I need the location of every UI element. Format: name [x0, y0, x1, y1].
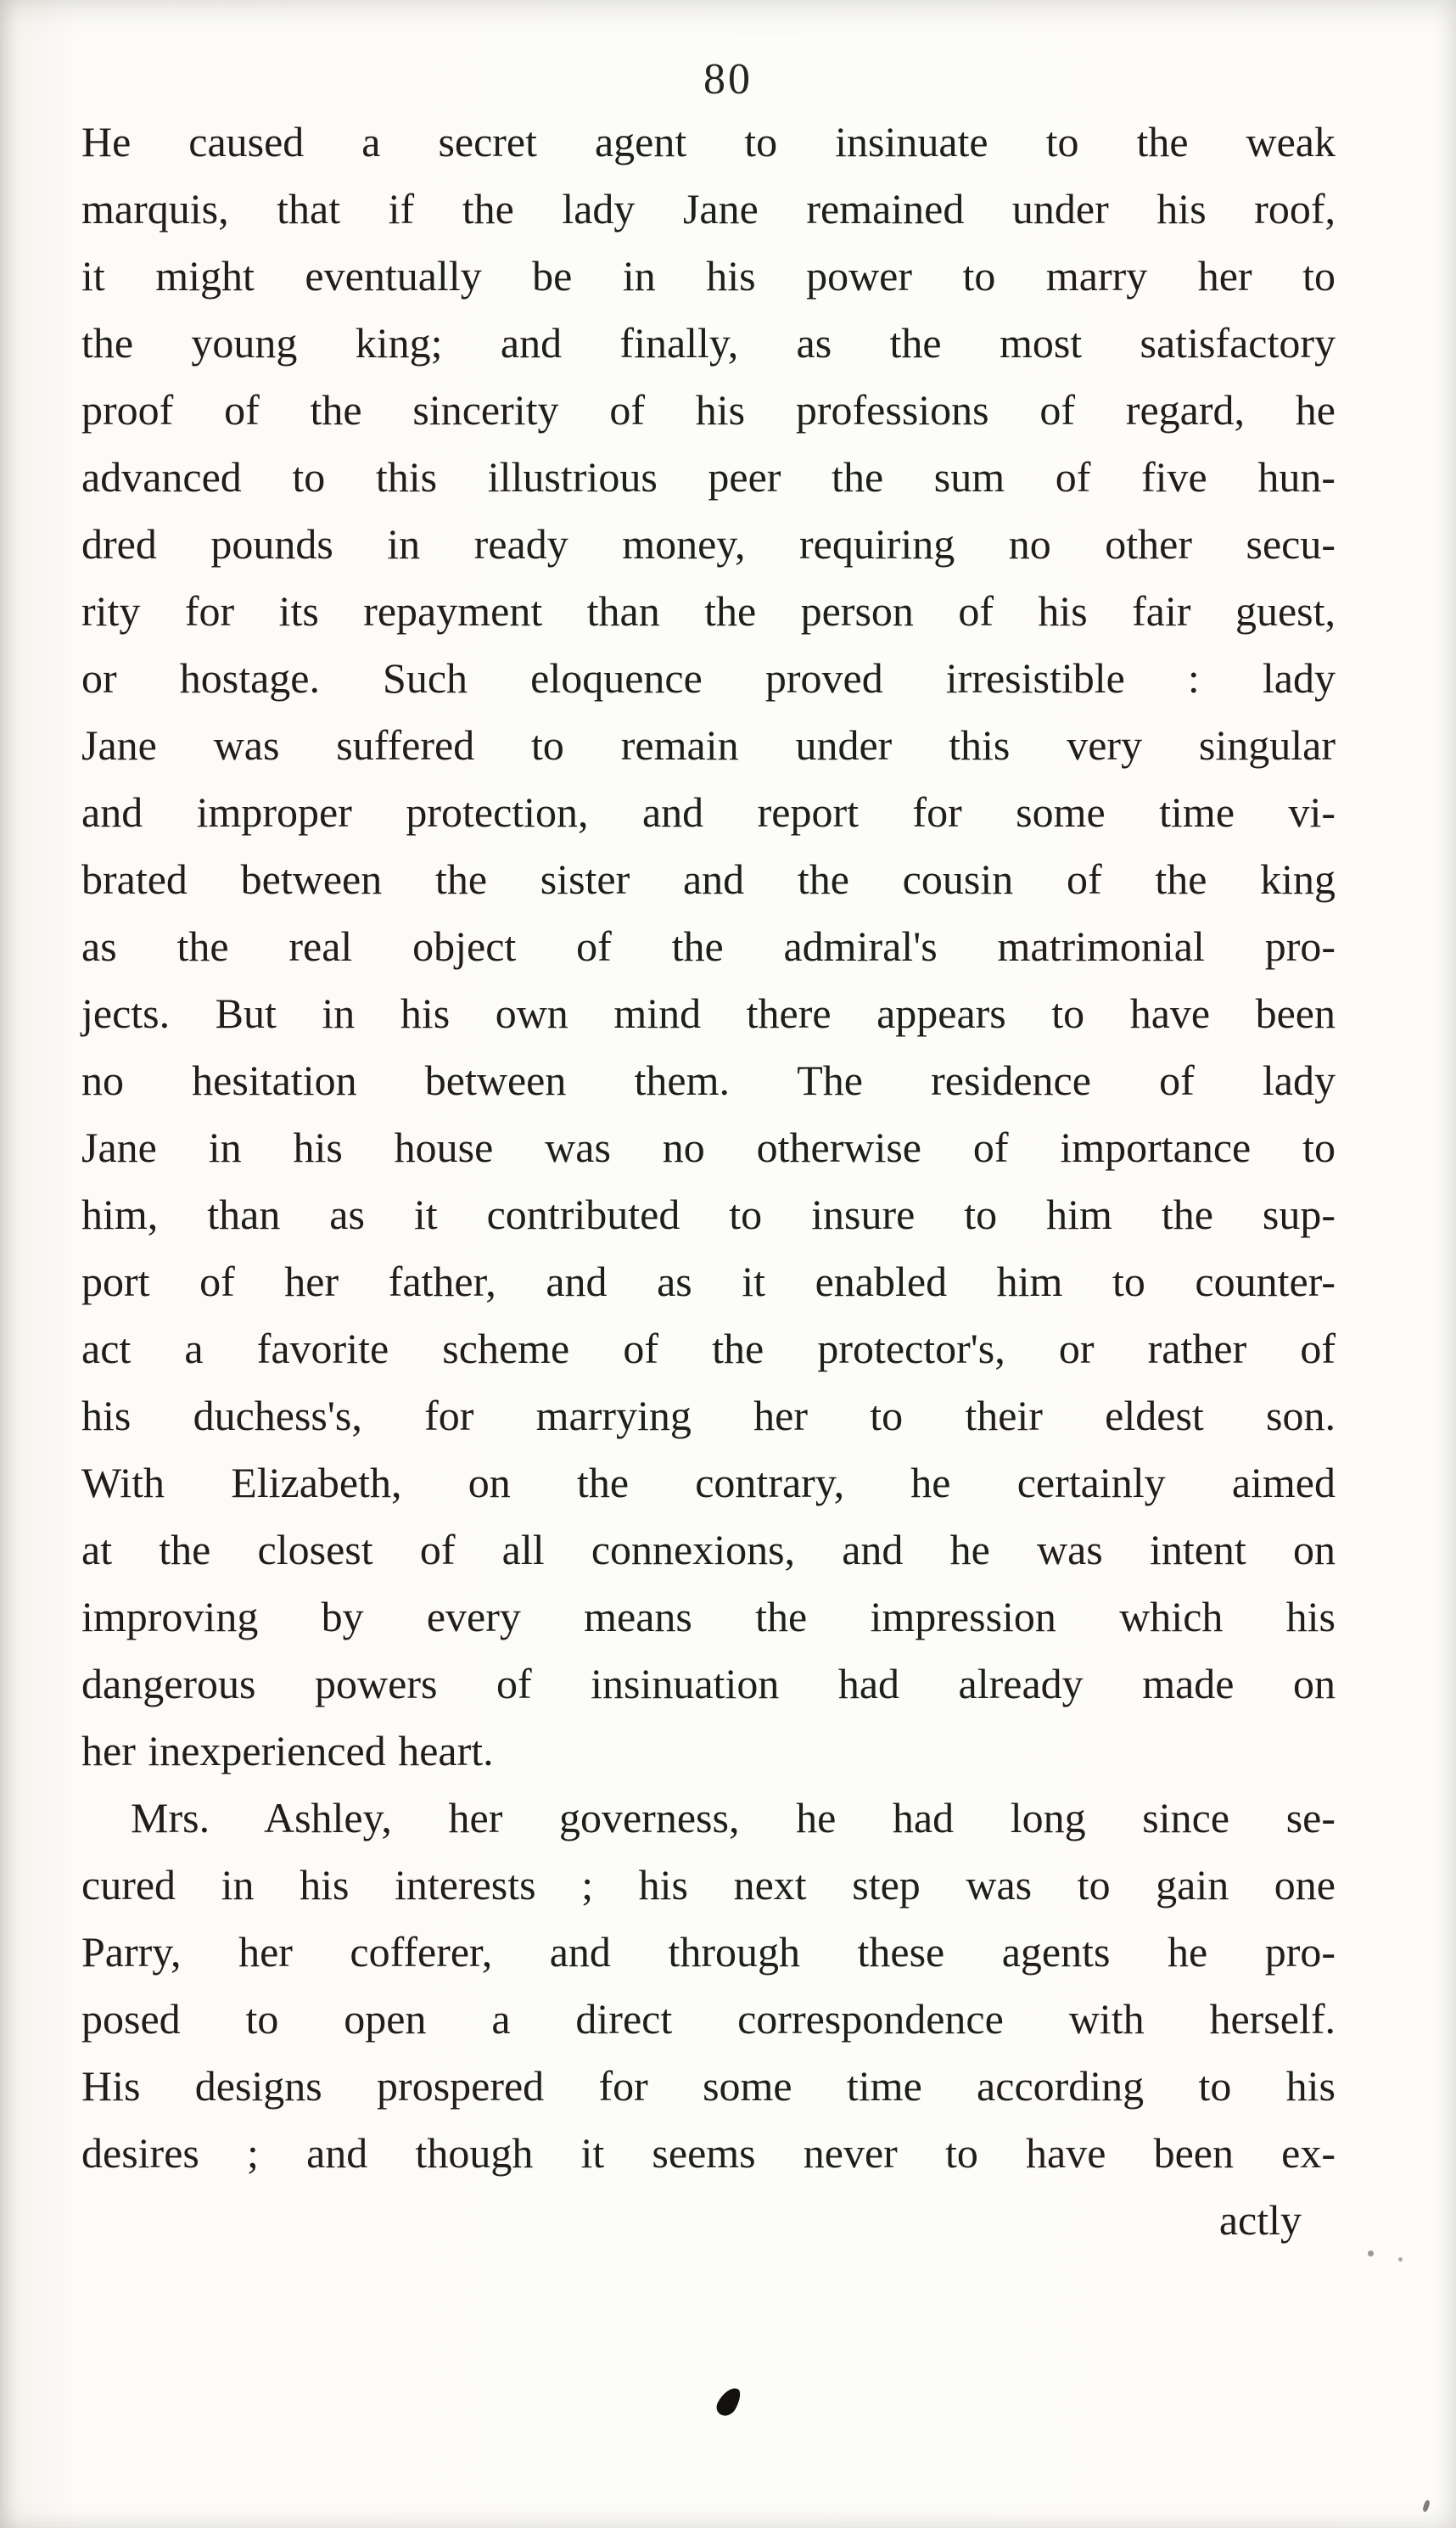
text-line: proof of the sincerity of his professions of regard, he	[81, 386, 1336, 434]
text-line: brated between the sister and the cousin of the king	[81, 855, 1336, 903]
ink-speck	[1422, 2499, 1431, 2512]
page-number: 80	[703, 55, 753, 104]
ink-speck	[1368, 2251, 1374, 2256]
text-line: improving by every means the impression which his	[81, 1593, 1336, 1640]
text-line: Parry, her cofferer, and through these agents he pro-	[81, 1928, 1336, 1976]
text-line: Jane in his house was no otherwise of importance to	[81, 1124, 1336, 1171]
text-line: marquis, that if the lady Jane remained under his roof,	[81, 185, 1336, 233]
text-line: dred pounds in ready money, requiring no other secu-	[81, 520, 1336, 568]
ink-blot	[714, 2384, 744, 2419]
text-line: advanced to this illustrious peer the sum of five hun-	[81, 453, 1336, 501]
text-line: dangerous powers of insinuation had already made on	[81, 1660, 1336, 1707]
text-line: or hostage. Such eloquence proved irresistible : lady	[81, 654, 1336, 702]
text-line: his duchess's, for marrying her to their eldest son.	[81, 1392, 1336, 1439]
text-line: it might eventually be in his power to marry her to	[81, 252, 1336, 300]
text-line: cured in his interests ; his next step was to gain one	[81, 1861, 1336, 1909]
text-line: port of her father, and as it enabled him to counter-	[81, 1258, 1336, 1305]
text-line: as the real object of the admiral's matrimonial pro-	[81, 922, 1336, 970]
text-line: Mrs. Ashley, her governess, he had long since se-	[131, 1794, 1336, 1841]
paragraph-2	[81, 1785, 1336, 2187]
text-line: the young king; and finally, as the most satisfactory	[81, 319, 1336, 367]
text-line: desires ; and though it seems never to have been ex-	[81, 2129, 1336, 2177]
text-line: act a favorite scheme of the protector's, or rather of	[81, 1325, 1336, 1372]
text-line: He caused a secret agent to insinuate to the weak	[81, 118, 1336, 165]
ink-speck	[1398, 2257, 1403, 2262]
text-line: him, than as it contributed to insure to him the sup-	[81, 1191, 1336, 1238]
paragraph-1	[81, 109, 1336, 1785]
text-line: With Elizabeth, on the contrary, he certainly aimed	[81, 1459, 1336, 1506]
text-line: at the closest of all connexions, and he was intent on	[81, 1526, 1336, 1573]
text-line: rity for its repayment than the person of his fair guest,	[81, 587, 1336, 635]
text-line: posed to open a direct correspondence with herself.	[81, 1995, 1336, 2043]
text-line: His designs prospered for some time according to his	[81, 2062, 1336, 2110]
text-line: jects. But in his own mind there appears to have been	[81, 989, 1336, 1037]
text-line: no hesitation between them. The residence of lady	[81, 1057, 1336, 1104]
text-line: Jane was suffered to remain under this very singular	[81, 721, 1336, 769]
text-line: her inexperienced heart.	[81, 1727, 494, 1774]
text-line: and improper protection, and report for some time vi-	[81, 788, 1336, 836]
page-text-block	[81, 109, 1336, 2254]
catchword: actly	[1218, 2196, 1302, 2244]
